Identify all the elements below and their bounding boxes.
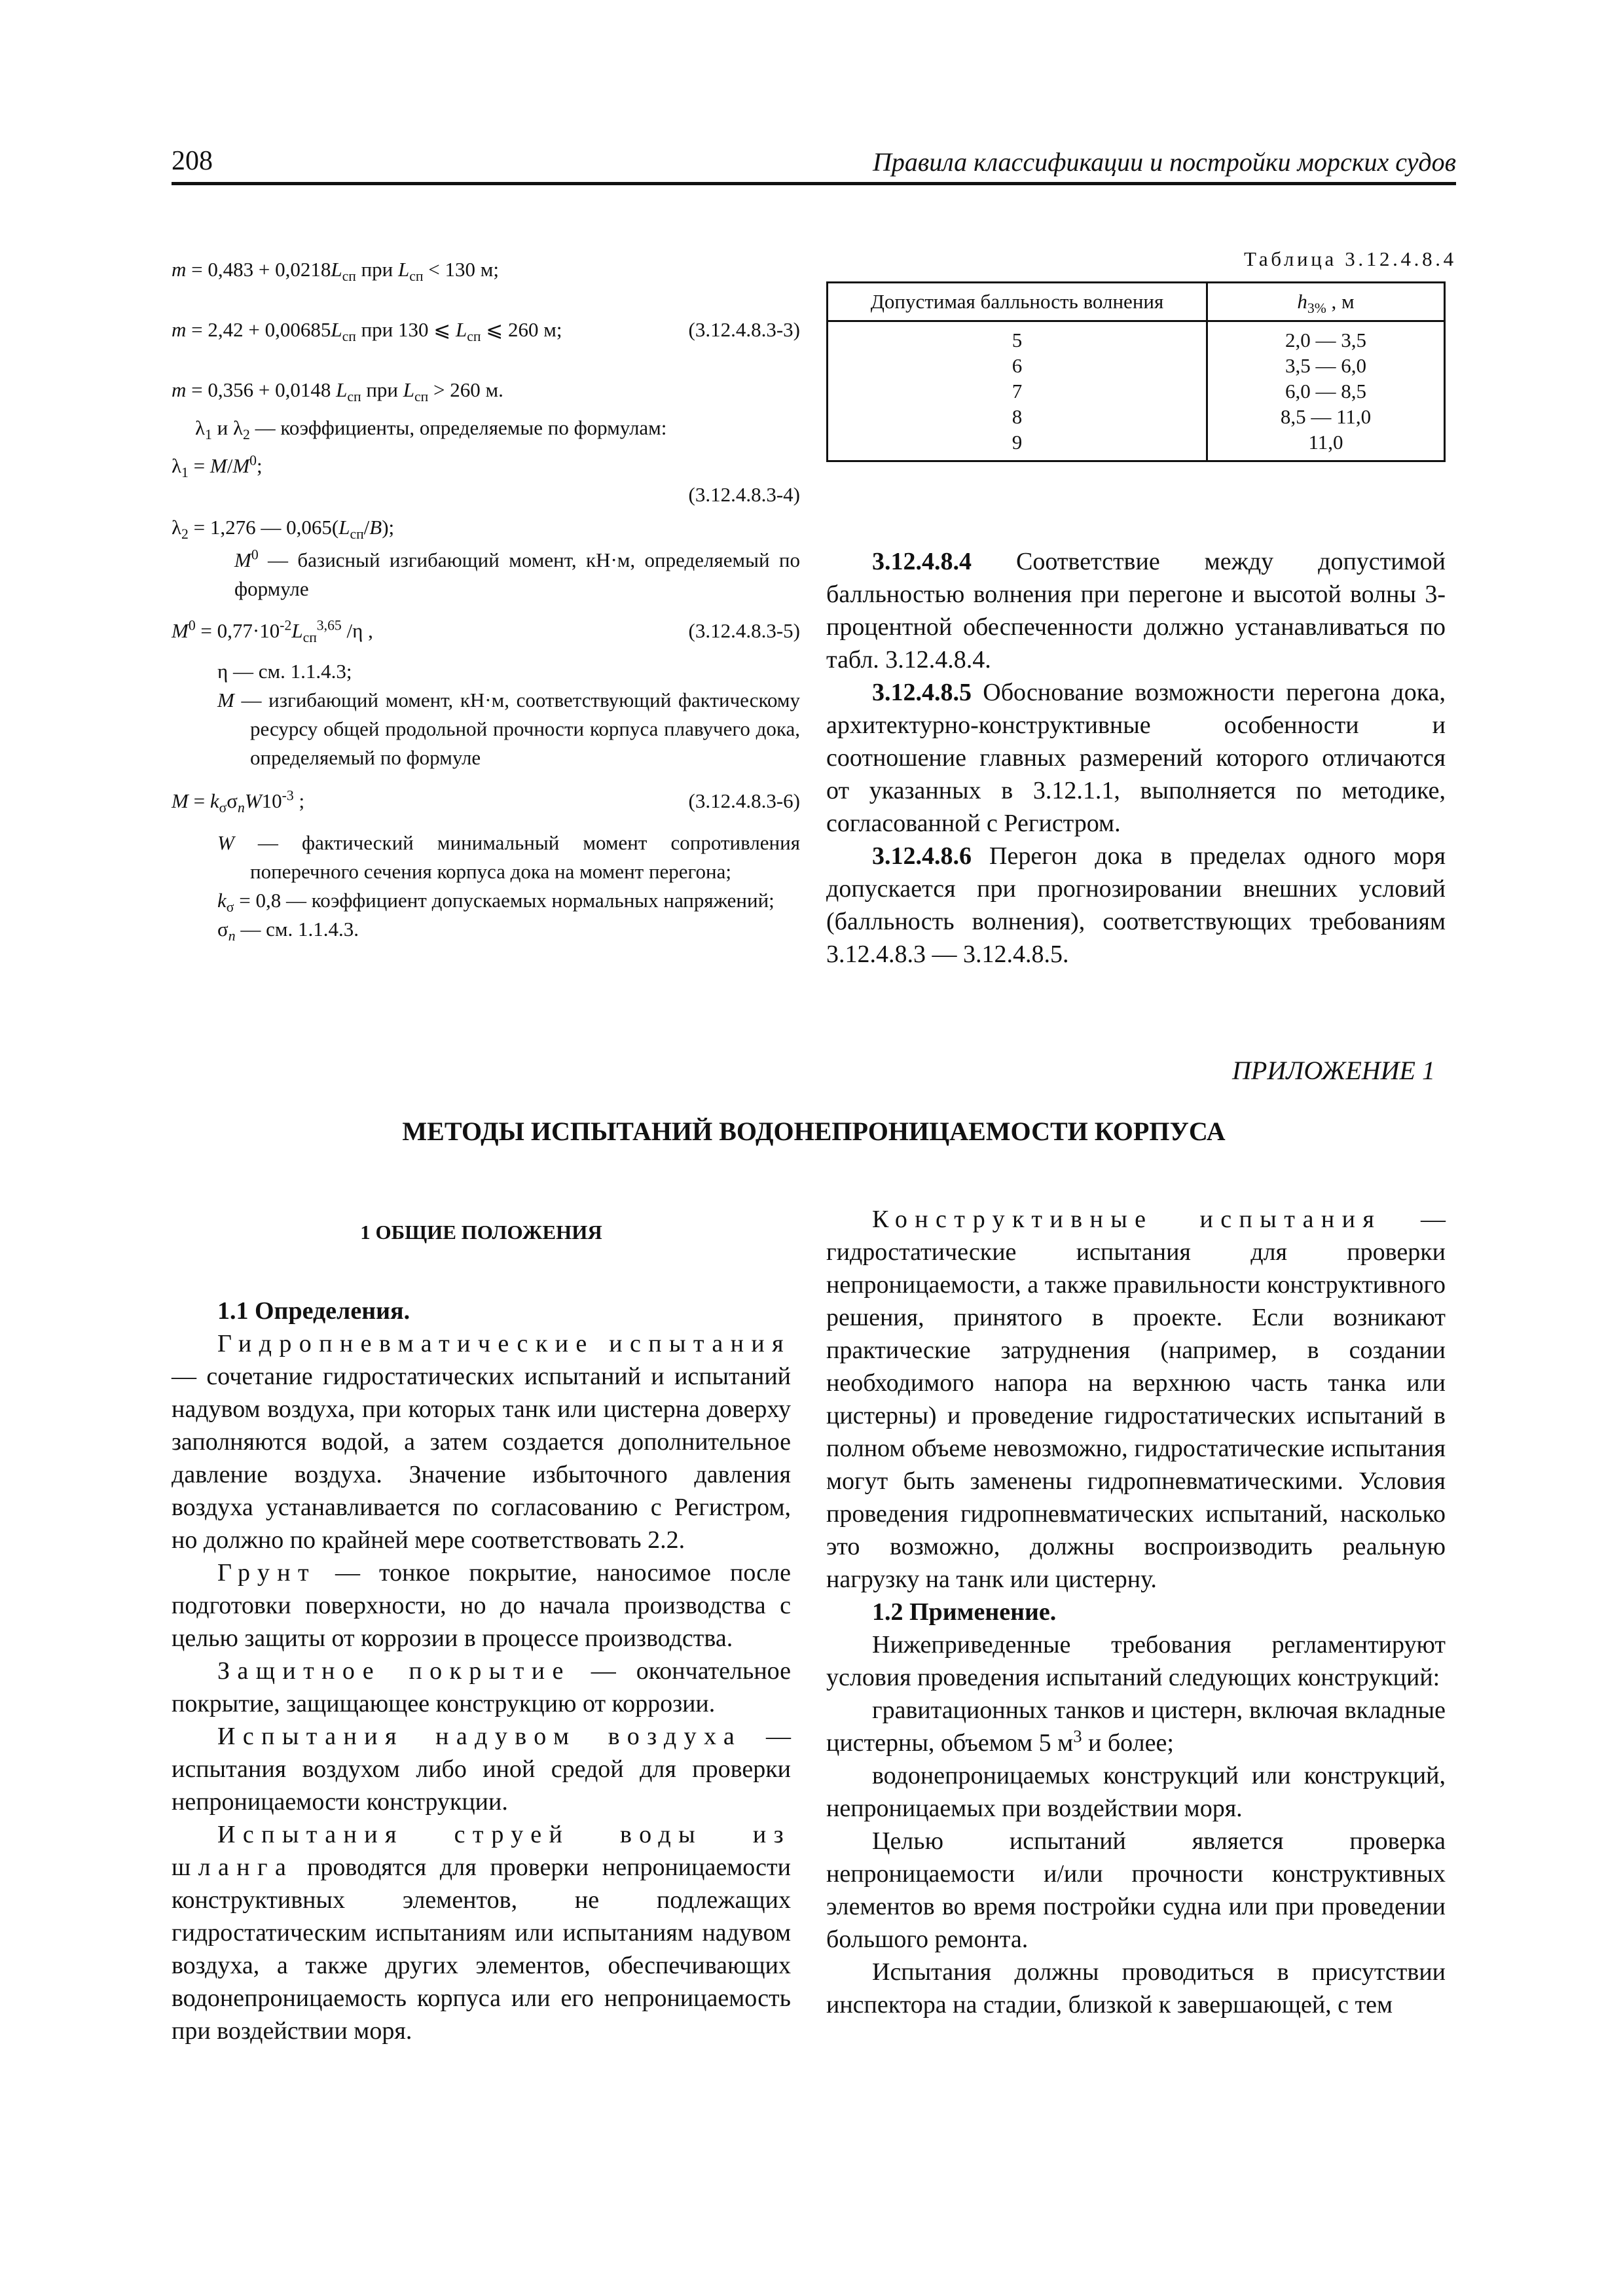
table-header-cell: $h_{3\%}$ , м	[1207, 283, 1445, 321]
eq-row	[172, 480, 800, 509]
paragraph: водонепроницаемых конструкций или конструкций, непроницаемых при воздействии моря.	[826, 1762, 1446, 1822]
page-number: 208	[172, 146, 213, 176]
formula-m1: $m = 0,483 + 0,0218L_{сп}$ при $L_{сп} < 130$ м;	[172, 258, 499, 285]
section-1-left	[172, 1216, 791, 2047]
paragraph-3-12-4-8-5: 3.12.4.8.5 Обоснование возможности перегона дока, архитектурно-конструктивные особенности и соотношение главных размерений которого отличаются от указанных в 3.12.1.1, выполняется по методике, согласованной с Регистром.	[826, 679, 1446, 837]
table-cell: 2,0 — 3,5 3,5 — 6,0 6,0 — 8,5 8,5 — 11,0 11,0	[1207, 321, 1445, 461]
table-cell: 5 6 7 8 9	[828, 321, 1207, 461]
formula-m3: m = 0,356 + 0,0148 $L_{сп}$ при $L_{сп} > 260$ м.	[172, 378, 503, 405]
subsection-heading: 1.1 Определения.	[217, 1297, 410, 1325]
eta-definition: η — см. 1.1.4.3;	[217, 660, 352, 683]
appendix-title: МЕТОДЫ ИСПЫТАНИЙ ВОДОНЕПРОНИЦАЕМОСТИ КОРПУСА	[402, 1117, 1226, 1146]
right-paragraphs	[826, 545, 1446, 971]
formula-m2: $m = 2,42 + 0,00685L_{сп}$ при 130 ⩽ $L_{сп}$ ⩽ 260 м; (3.12.4.8.3-3)	[172, 315, 800, 344]
definition-paragraph: Грунт — тонкое покрытие, наносимое после подготовки поверхности, но до начала производства с целью защиты от коррозии в процессе производства.	[172, 1559, 791, 1652]
formula-m: $M = k_\sigma\sigma_nW10^{-3}$ ; (3.12.4.8.3-6)	[172, 787, 800, 816]
definition-paragraph: Конструктивные испытания — гидростатические испытания для проверки непроницаемости, а также правильности конструктивного решения, принятого в проекте. Если возникают практические затруднения (например, в создании необходимого напора на верхнюю часть танка или цистерны) и проведение гидростатических испытаний в полном объеме невозможно, гидростатические испытания могут быть заменены гидропневматическими. Условия проведения гидропневматических испытаний, насколько это возможно, должны воспроизводить реальную нагрузку на танк или цистерну.	[826, 1206, 1446, 1593]
formula-lambda2: $\lambda_2 = 1,276$ — $0,065(L_{сп}/B)$;	[172, 516, 395, 543]
subsection-heading: 1.2 Применение.	[872, 1598, 1057, 1626]
table-header-cell: Допустимая балльность волнения	[828, 283, 1207, 321]
definition-paragraph: Защитное покрытие — окончательное покрытие, защищающее конструкцию от коррозии.	[172, 1657, 792, 1717]
k-definition: $k_\sigma = 0,8$ — коэффициент допускаемых нормальных напряжений;	[217, 889, 775, 916]
paragraph-3-12-4-8-4: 3.12.4.8.4 Соответствие между допустимой балльностью волнения при перегоне и высотой волны 3-процентной обеспеченности должно устанавливаться по табл. 3.12.4.8.4.	[826, 548, 1446, 673]
paragraph: Испытания должны проводиться в присутствии инспектора на стадии, близкой к завершающей, с тем	[826, 1958, 1446, 2018]
definition-paragraph: Испытания надувом воздуха — испытания воздухом либо иной средой для проверки непроницаемости конструкции.	[172, 1723, 791, 1816]
paragraph: Целью испытаний является проверка непроницаемости и/или прочности конструктивных элементов во время постройки судна или при проведении большого ремонта.	[826, 1827, 1446, 1953]
page-header	[172, 143, 1456, 185]
paragraph-3-12-4-8-6: 3.12.4.8.6 Перегон дока в пределах одного моря допускается при прогнозировании внешних условий (балльность волнения), соответствующих требованиям 3.12.4.8.3 — 3.12.4.8.5.	[826, 842, 1446, 968]
wave-height-table	[826, 281, 1446, 462]
m-definition: M — изгибающий момент, кН·м, соответствующий фактическому ресурсу общей продольной прочности корпуса плавучего дока, определяемый по формуле	[217, 689, 800, 769]
formula-block	[172, 255, 800, 944]
table-caption: Таблица 3.12.4.8.4	[1244, 247, 1457, 270]
paragraph: Нижеприведенные требования регламентируют условия проведения испытаний следующих конструкций:	[826, 1631, 1446, 1691]
definition-paragraph: Гидропневматические испытания — сочетание гидростатических испытаний и испытаний надувом воздуха, при которых танк или цистерна доверху заполняются водой, а затем создается дополнительное давление воздуха. Значение избыточного давления воздуха устанавливается по согласованию с Регистром, но должно по крайней мере соответствовать 2.2.	[172, 1330, 791, 1554]
m0-definition: $M^0$ — базисный изгибающий момент, кН·м, определяемый по формуле	[234, 547, 800, 600]
formula-lambda1: $\lambda_1 = M/M^0$;	[172, 452, 263, 481]
section-heading: 1 ОБЩИЕ ПОЛОЖЕНИЯ	[360, 1221, 602, 1244]
sigma-definition: $\sigma_n$ — см. 1.1.4.3.	[217, 918, 359, 944]
eq-number: (3.12.4.8.3-3)	[688, 318, 800, 341]
formula-m0: $M^0 = 0,77\cdot 10^{-2}L_{сп}^{3,65}$ /η , (3.12.4.8.3-5)	[172, 617, 800, 646]
appendix-label: ПРИЛОЖЕНИЕ 1	[1232, 1056, 1435, 1085]
eq-number: (3.12.4.8.3-4)	[688, 483, 800, 506]
definition-paragraph: Испытания струей воды из шланга проводятся для проверки непроницаемости конструктивных элементов, не подлежащих гидростатическим испытаниям или испытаниям надувом воздуха, а также других элементов, обеспечивающих водонепроницаемость корпуса или его непроницаемость при воздействии моря.	[172, 1821, 791, 2045]
w-definition: W — фактический минимальный момент сопротивления поперечного сечения корпуса дока на момент перегона;	[217, 831, 800, 883]
eq-number: (3.12.4.8.3-5)	[688, 619, 800, 642]
section-1-right	[826, 1203, 1446, 2021]
eq-number: (3.12.4.8.3-6)	[688, 789, 800, 812]
lambda-definition: $\lambda_1$ и $\lambda_2$ — коэффициенты, определяемые по формулам:	[195, 416, 667, 443]
paragraph: гравитационных танков и цистерн, включая вкладные цистерны, объемом 5 $м^3$ и более;	[826, 1696, 1446, 1757]
running-title: Правила классификации и постройки морских судов	[872, 147, 1456, 177]
